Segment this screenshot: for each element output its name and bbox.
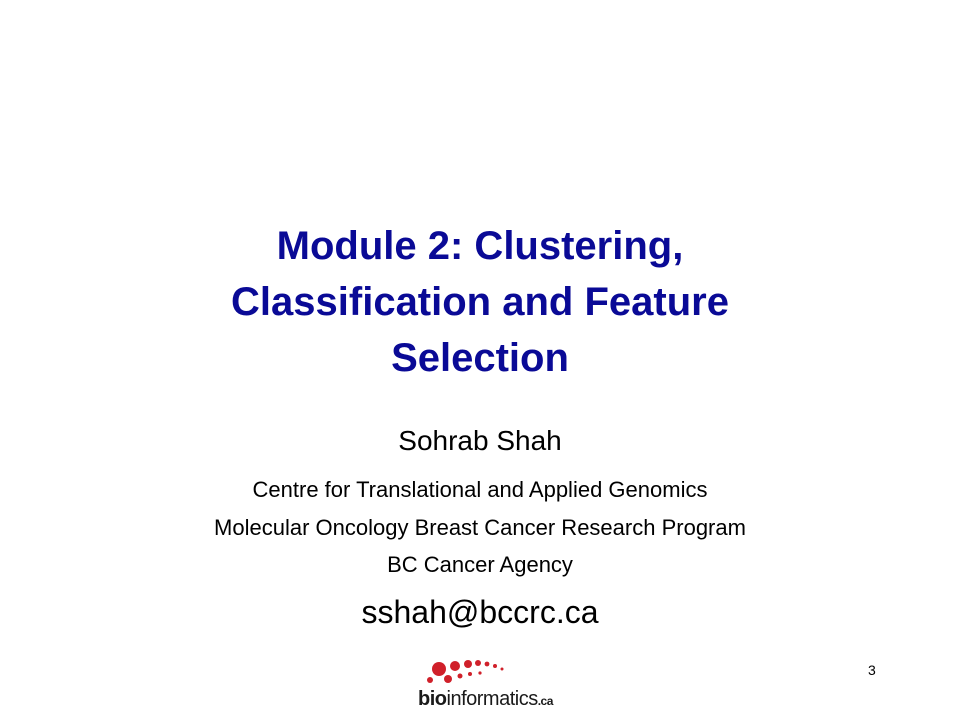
slide-title — [120, 218, 840, 386]
page-number: 3 — [868, 662, 876, 678]
logo-informatics-text: informatics — [446, 688, 538, 710]
logo-wordmark — [418, 688, 553, 711]
email-address: sshah@bccrc.ca — [361, 594, 599, 630]
logo-bio-text: bio — [418, 688, 447, 710]
affiliation-3: BC Cancer Agency — [387, 552, 573, 577]
title-line-3: Selection — [391, 336, 569, 380]
author-name: Sohrab Shah — [398, 425, 562, 456]
affiliation-2: Molecular Oncology Breast Cancer Research Program — [214, 515, 746, 540]
title-line-1: Module 2: Clustering, — [276, 224, 684, 268]
bioinformatics-logo — [412, 654, 553, 716]
affiliation-1: Centre for Translational and Applied Genomics — [252, 477, 708, 502]
title-line-2: Classification and Feature — [231, 280, 729, 324]
logo-ca-text: .ca — [537, 694, 553, 708]
